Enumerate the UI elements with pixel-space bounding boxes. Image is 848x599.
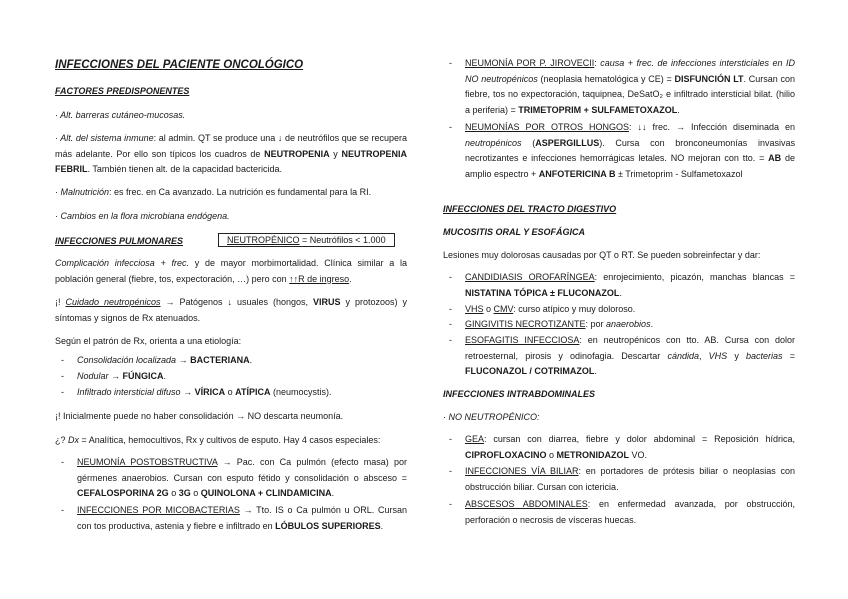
rx-pattern-intro: Según el patrón de Rx, orienta a una etiología: <box>55 336 242 346</box>
intraabdominal-heading: INFECCIONES INTRABDOMINALES <box>443 389 596 399</box>
abdominal-item: - ABSCESOS ABDOMINALES: en enfermedad avanzada, por obstrucción, perforación o necrosis de vísceras huecas. <box>443 497 795 528</box>
pattern-item: - Nodular → FÚNGICA. <box>55 369 407 385</box>
factor-3: · Malnutrición: es frec. en Ca avanzado. La nutrición es fundamental para la RI. <box>55 187 372 197</box>
factor-2: · Alt. del sistema inmune: al admin. QT se produce una ↓ de neutrófilos que se recupera más adelante. Por ello son típicos los cuadros de NEUTROPENIA y NEUTROPENIA FEBRIL. También tienen alt. de la capacidad bactericida. <box>55 133 407 174</box>
mucositis-item: - CANDIDIASIS OROFARÍNGEA: enrojecimiento, picazón, manchas blancas = NISTATINA TÓPICA ± FLUCONAZOL. <box>443 270 795 301</box>
abdominal-item: - INFECCIONES VÍA BILIAR: en portadores de prótesis biliar o neoplasias con obstrucción biliar. Cursan con ictericia. <box>443 464 795 495</box>
consolidation-note: ¡! Inicialmente puede no haber consolidación → NO descarta neumonía. <box>55 411 344 421</box>
pulmonary-intro: Complicación infecciosa + frec. y de mayor morbimortalidad. Clínica similar a la población general (fiebre, tos, expectoración, …) pero con ↑↑R de ingreso. <box>55 258 407 284</box>
abdominal-item: - GEA: cursan con diarrea, fiebre y dolor abdominal = Reposición hídrica, CIPROFLOXACINO o METRONIDAZOL VO. <box>443 432 795 463</box>
pattern-item: - Consolidación localizada → BACTERIANA. <box>55 353 407 369</box>
special-case-item: - NEUMONÍA POR P. JIROVECII: causa + frec. de infecciones intersticiales en ID NO neutropénicos (neoplasia hematológica y CE) = DISFUNCIÓN LT. Cursan con fiebre, tos no expectoración, taquipnea, DeSatO₂ e infiltrado intersticial bilat. (hilio a periferia) = TRIMETOPRIM + SULFAMETOXAZOL. <box>443 56 795 118</box>
mucositis-item: - VHS o CMV: curso atípico y muy doloroso. <box>443 302 795 318</box>
mucositis-heading: MUCOSITIS ORAL Y ESOFÁGICA <box>443 227 586 237</box>
pattern-item: - Infiltrado intersticial difuso → VÍRICA o ATÍPICA (neumocystis). <box>55 385 407 401</box>
diagnosis-line: ¿? Dx = Analítica, hemocultivos, Rx y cultivos de esputo. Hay 4 casos especiales: <box>55 435 381 445</box>
special-case-item: - INFECCIONES POR MICOBACTERIAS → Tto. IS o Ca pulmón u ORL. Cursan con tos productiva, astenia y fiebre e infiltrado en LÓBULOS SUPERIORES. <box>55 503 407 534</box>
page-title: INFECCIONES DEL PACIENTE ONCOLÓGICO <box>55 59 304 71</box>
neutropenic-definition-box: NEUTROPÉNICO = Neutrófilos < 1.000 <box>218 233 395 247</box>
mucositis-item: - ESOFAGITIS INFECCIOSA: en neutropénicos con tto. AB. Cursa con dolor retroesternal, pirosis y odinofagia. Descartar cándida, VHS y bacterias = FLUCONAZOL / COTRIMAZOL. <box>443 333 795 380</box>
factors-heading: FACTORES PREDISPONENTES <box>55 86 190 96</box>
special-case-item: - NEUMONÍA POSTOBSTRUCTIVA → Pac. con Ca pulmón (efecto masa) por gérmenes anaerobios. Cursan con esputo fétido y consolidación o absceso = CEFALOSPORINA 2G o 3G o QUINOLONA + CLINDAMICINA. <box>55 455 407 502</box>
non-neutropenic-subheading: · NO NEUTROPÉNICO: <box>443 412 540 422</box>
pulmonary-heading: INFECCIONES PULMONARES <box>55 236 184 246</box>
digestive-heading: INFECCIONES DEL TRACTO DIGESTIVO <box>443 204 617 214</box>
mucositis-intro: Lesiones muy dolorosas causadas por QT o RT. Se pueden sobreinfectar y dar: <box>443 250 761 260</box>
factor-4: · Cambios en la flora microbiana endógena. <box>55 211 230 221</box>
neutropenic-warning: ¡! Cuidado neutropénicos → Patógenos ↓ usuales (hongos, VIRUS y protozoos) y síntomas y signos de Rx atenuados. <box>55 297 407 323</box>
special-case-item: - NEUMONÍAS POR OTROS HONGOS: ↓↓ frec. → Infección diseminada en neutropénicos (ASPERGILLUS). Cursa con bronconeumonías invasivas necrotizantes e infecciones hemorrágicas letales. NO mejoran con tto. = AB de amplio espectro + ANFOTERICINA B ± Trimetoprim - Sulfametoxazol <box>443 120 795 182</box>
factor-1: · Alt. barreras cutáneo-mucosas. <box>55 110 186 120</box>
mucositis-item: - GINGIVITIS NECROTIZANTE: por anaerobios. <box>443 317 795 333</box>
